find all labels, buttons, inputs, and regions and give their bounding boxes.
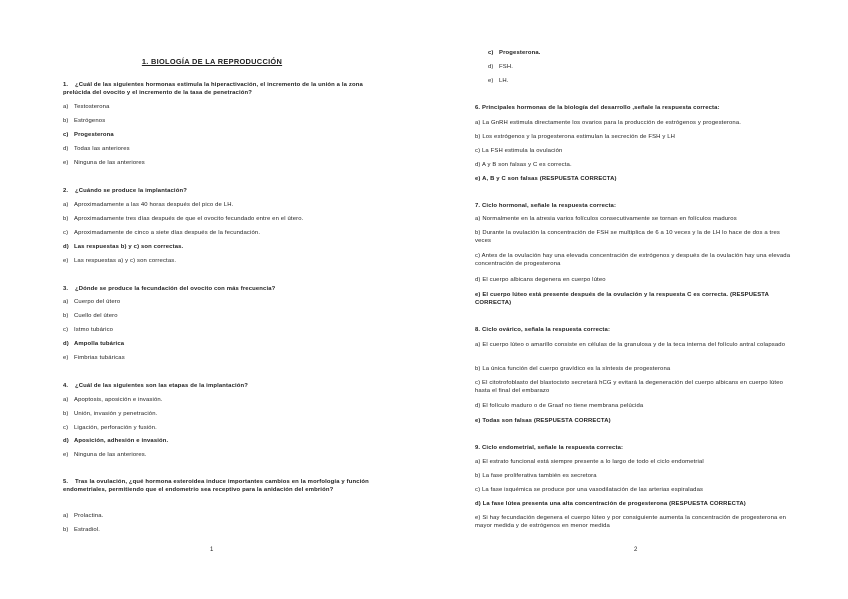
option-7b: b) Durante la ovulación la concentración de FSH se multiplica de 6 a 10 veces y la de LH lo hace de dos a tres veces: [475, 230, 780, 244]
question-3: 3. ¿Dónde se produce la fecundación del ovocito con más frecuencia?: [63, 286, 276, 292]
option-6c: c) La FSH estimula la ovulación: [475, 148, 563, 154]
option-4d: d) Aposición, adhesión e invasión.: [63, 438, 169, 444]
option-2a: a) Aproximadamente a las 40 horas después del pico de LH.: [63, 202, 234, 208]
option-2e: e) Las respuestas a) y c) son correctas.: [63, 258, 177, 264]
question-1: [63, 82, 383, 97]
option-1b: b) Estrógenos: [63, 118, 106, 124]
option-5b: b) Estradiol.: [63, 527, 101, 533]
option-6b: b) Los estrógenos y la progesterona estimulan la secreción de FSH y LH: [475, 134, 676, 140]
option-1a: a) Testosterona: [63, 104, 110, 110]
option-3c: c) Istmo tubárico: [63, 327, 114, 333]
page-number: 2: [634, 547, 638, 553]
option-8b: b) La única función del cuerpo gravídico es la síntesis de progesterona: [475, 366, 671, 372]
option-4b: b) Unión, invasión y penetración.: [63, 411, 158, 417]
option-5e: e) LH.: [488, 78, 509, 84]
page-number: 1: [210, 547, 214, 553]
option-3b: b) Cuello del útero: [63, 313, 118, 319]
document-title: 1. BIOLOGÍA DE LA REPRODUCCIÓN: [141, 57, 283, 66]
option-3d: d) Ampolla tubárica: [63, 341, 125, 347]
option-7d: d) El cuerpo albicans degenera en cuerpo lúteo: [475, 277, 606, 283]
option-9b: b) La fase proliferativa también es secretora: [475, 473, 597, 479]
option-5d: d) FSH.: [488, 64, 514, 70]
option-7c: c) Antes de la ovulación hay una elevada concentración de estrógenos y después de la ovulación hay una elevada concentración de progesterona: [475, 253, 791, 267]
option-1e: e) Ninguna de las anteriores: [63, 160, 145, 166]
question-2: 2. ¿Cuándo se produce la implantación?: [63, 188, 187, 194]
option-2d: d) Las respuestas b) y c) son correctas.: [63, 244, 184, 250]
option-8d: d) El folículo maduro o de Graaf no tiene membrana pelúcida: [475, 403, 644, 409]
option-2b: b) Aproximadamente tres días después de que el ovocito fecundado entre en el útero.: [63, 216, 304, 222]
option-6a: a) La GnRH estimula directamente los ovarios para la producción de estrógenos y progesterona.: [475, 120, 742, 126]
option-3e: e) Fimbrias tubáricas: [63, 355, 125, 361]
option-8e: e) Todas son falsas (RESPUESTA CORRECTA): [475, 418, 611, 424]
page-2: [424, 0, 848, 599]
option-6d: d) A y B son falsas y C es correcta.: [475, 162, 572, 168]
question-9: 9. Ciclo endometrial, señale la respuesta correcta:: [475, 445, 624, 451]
option-4e: e) Ninguna de las anteriores.: [63, 452, 147, 458]
option-7e: e) El cuerpo lúteo está presente después de la ovulación y la respuesta C es correcta. (RESPUESTA CORRECTA): [475, 292, 769, 306]
option-7a: a) Normalmente en la atresia varios folículos consecutivamente se tornan en folículos maduros: [475, 216, 737, 222]
option-9d: d) La fase lútea presenta una alta concentración de progesterona (RESPUESTA CORRECTA): [475, 501, 746, 507]
option-1c: c) Progesterona: [63, 132, 114, 138]
option-9c: c) La fase isquémica se produce por una vasodilatación de las arterias espiraladas: [475, 487, 704, 493]
option-5c: c) Progesterona.: [488, 50, 541, 56]
option-1d: d) Todas las anteriores: [63, 146, 130, 152]
question-number: 1.: [63, 82, 69, 88]
question-4: 4. ¿Cuál de las siguientes son las etapas de la implantación?: [63, 383, 249, 389]
option-8c: c) El citotrofoblasto del blastocisto secretará hCG y evitará la degeneración del cuerpo albicans en cuerpo lúteo hasta el final del embarazo: [475, 380, 784, 394]
option-2c: c) Aproximadamente de cinco a siete días después de la fecundación.: [63, 230, 261, 236]
option-3a: a) Cuerpo del útero: [63, 299, 121, 305]
option-4c: c) Ligación, perforación y fusión.: [63, 425, 157, 431]
question-7: 7. Ciclo hormonal, señale la respuesta correcta:: [475, 203, 617, 209]
option-9e: e) Si hay fecundación degenera el cuerpo lúteo y por consiguiente aumenta la concentración de progesterona en mayor medida y de estrógenos en menor medida: [475, 515, 787, 529]
option-4a: a) Apoptosis, aposición e invasión.: [63, 397, 163, 403]
option-8a: a) El cuerpo lúteo o amarillo consiste en células de la granulosa y de la teca interna del folículo antral colapsado: [475, 342, 786, 348]
option-6e: e) A, B y C son falsas (RESPUESTA CORRECTA): [475, 176, 617, 182]
option-9a: a) El estrato funcional está siempre presente a lo largo de todo el ciclo endometrial: [475, 459, 704, 465]
question-5: 5. Tras la ovulación, ¿qué hormona esteroidea induce importantes cambios en la morfología y función endometriales, permitiendo que el endometrio sea receptivo para la anidación del embrión?: [63, 479, 369, 493]
question-text: ¿Cuál de las siguientes hormonas estimula la hiperactivación, el incremento de la unión a la zona prelúcida del ovocito y el incremento de la tasa de penetración?: [63, 82, 363, 96]
option-5a: a) Prolactina.: [63, 513, 104, 519]
question-6: 6. Principales hormonas de la biología del desarrollo ,señale la respuesta correcta:: [475, 105, 720, 111]
question-8: 8. Ciclo ovárico, señala la respuesta correcta:: [475, 327, 611, 333]
